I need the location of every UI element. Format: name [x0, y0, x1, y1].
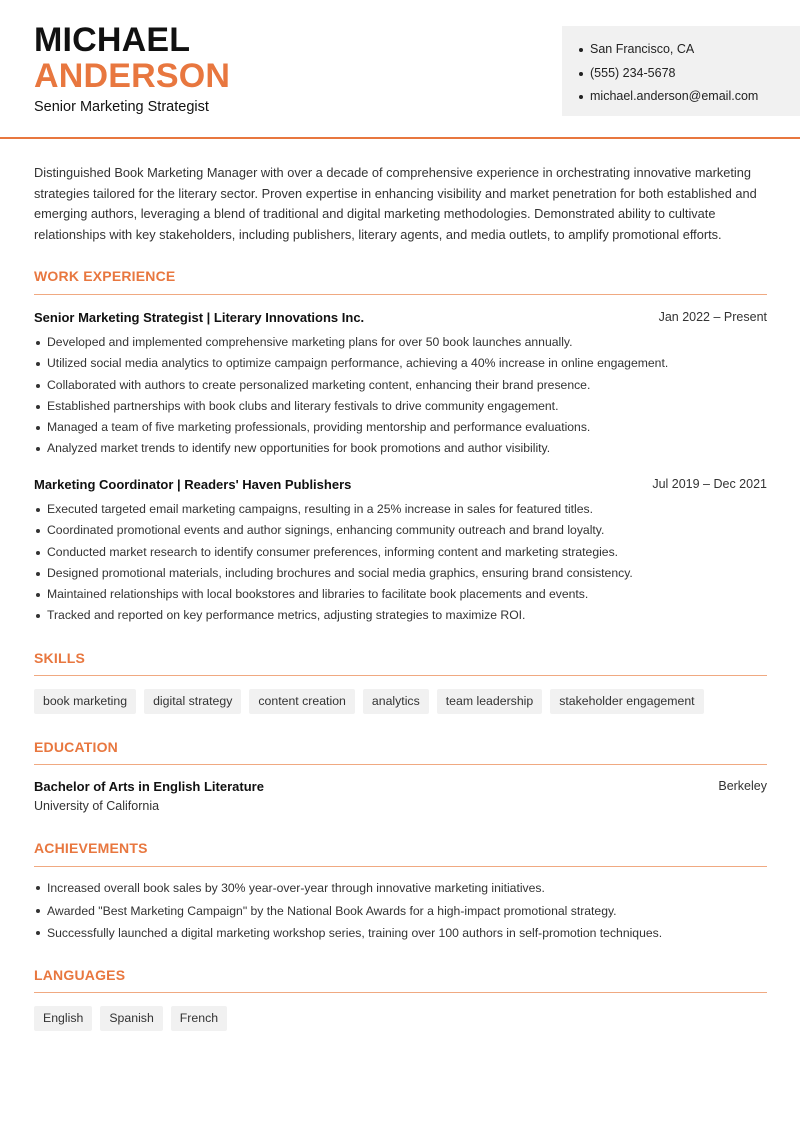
language-tag: Spanish — [100, 1006, 162, 1031]
section-divider — [34, 764, 767, 765]
job-title: Senior Marketing Strategist | Literary Innovations Inc. — [34, 310, 365, 325]
education-location: Berkeley — [718, 779, 767, 793]
education-degree: Bachelor of Arts in English Literature — [34, 779, 264, 794]
resume-header — [0, 0, 800, 139]
contact-phone: (555) 234-5678 — [578, 62, 758, 86]
job-title: Marketing Coordinator | Readers' Haven Publishers — [34, 477, 352, 492]
job-bullet: Coordinated promotional events and author signings, enhancing community outreach and brand loyalty. — [34, 520, 774, 541]
section-divider — [34, 992, 767, 993]
contact-location: San Francisco, CA — [578, 38, 758, 62]
job-bullet: Developed and implemented comprehensive marketing plans for over 50 book launches annually. — [34, 332, 774, 353]
skill-tag: content creation — [249, 689, 355, 714]
section-title-skills: SKILLS — [34, 650, 85, 666]
achievement-item: Increased overall book sales by 30% year-over-year through innovative marketing initiatives. — [34, 877, 774, 900]
skill-tag: analytics — [363, 689, 429, 714]
skills-list — [34, 689, 704, 714]
section-divider — [34, 294, 767, 295]
section-divider — [34, 866, 767, 867]
section-title-work: WORK EXPERIENCE — [34, 268, 176, 284]
achievement-item: Successfully launched a digital marketing workshop series, training over 100 authors in self-promotion techniques. — [34, 922, 774, 945]
profile-summary: Distinguished Book Marketing Manager with over a decade of comprehensive experience in orchestrating innovative marketing strategies tailored for the literary sector. Proven expertise in enhancing visibility and market penetration for both established and emerging authors, leveraging a blend of traditional and digital marketing methodologies. Demonstrated ability to cultivate relationships with key stakeholders, including publishers, literary agents, and media outlets, to amplify promotional efforts. — [34, 165, 757, 242]
section-title-education: EDUCATION — [34, 739, 118, 755]
last-name: ANDERSON — [34, 57, 231, 95]
job-bullets — [34, 332, 774, 460]
languages-list — [34, 1006, 227, 1031]
candidate-name — [34, 22, 230, 94]
section-title-languages: LANGUAGES — [34, 967, 126, 983]
job-bullet: Established partnerships with book clubs and literary festivals to drive community engagement. — [34, 396, 774, 417]
skill-tag: team leadership — [437, 689, 543, 714]
job-bullet: Analyzed market trends to identify new opportunities for book promotions and author visibility. — [34, 438, 774, 459]
job-bullet: Utilized social media analytics to optimize campaign performance, achieving a 40% increase in online engagement. — [34, 353, 774, 374]
achievement-item: Awarded "Best Marketing Campaign" by the National Book Awards for a high-impact promotional strategy. — [34, 900, 774, 923]
job-bullet: Managed a team of five marketing professionals, providing mentorship and performance evaluations. — [34, 417, 774, 438]
job-bullet: Conducted market research to identify consumer preferences, informing content and marketing strategies. — [34, 542, 774, 563]
job-bullet: Maintained relationships with local bookstores and libraries to facilitate book placements and events. — [34, 584, 774, 605]
job-bullet: Tracked and reported on key performance metrics, adjusting strategies to maximize ROI. — [34, 605, 774, 626]
education-school: University of California — [34, 799, 160, 813]
job-bullet: Executed targeted email marketing campaigns, resulting in a 25% increase in sales for featured titles. — [34, 499, 774, 520]
job-dates: Jul 2019 – Dec 2021 — [652, 477, 767, 491]
contact-email: michael.anderson@email.com — [578, 85, 758, 109]
section-divider — [34, 675, 767, 676]
job-bullets — [34, 499, 774, 627]
first-name: MICHAEL — [34, 21, 191, 59]
achievements-list — [34, 877, 774, 945]
section-title-achievements: ACHIEVEMENTS — [34, 840, 148, 856]
skill-tag: stakeholder engagement — [550, 689, 703, 714]
job-dates: Jan 2022 – Present — [658, 310, 767, 324]
skill-tag: digital strategy — [144, 689, 241, 714]
language-tag: French — [171, 1006, 227, 1031]
language-tag: English — [34, 1006, 92, 1031]
job-bullet: Collaborated with authors to create personalized marketing content, enhancing their brand presence. — [34, 375, 774, 396]
candidate-role: Senior Marketing Strategist — [34, 99, 209, 115]
job-bullet: Designed promotional materials, including brochures and social media graphics, ensuring brand consistency. — [34, 563, 774, 584]
contact-box — [562, 26, 800, 116]
skill-tag: book marketing — [34, 689, 136, 714]
